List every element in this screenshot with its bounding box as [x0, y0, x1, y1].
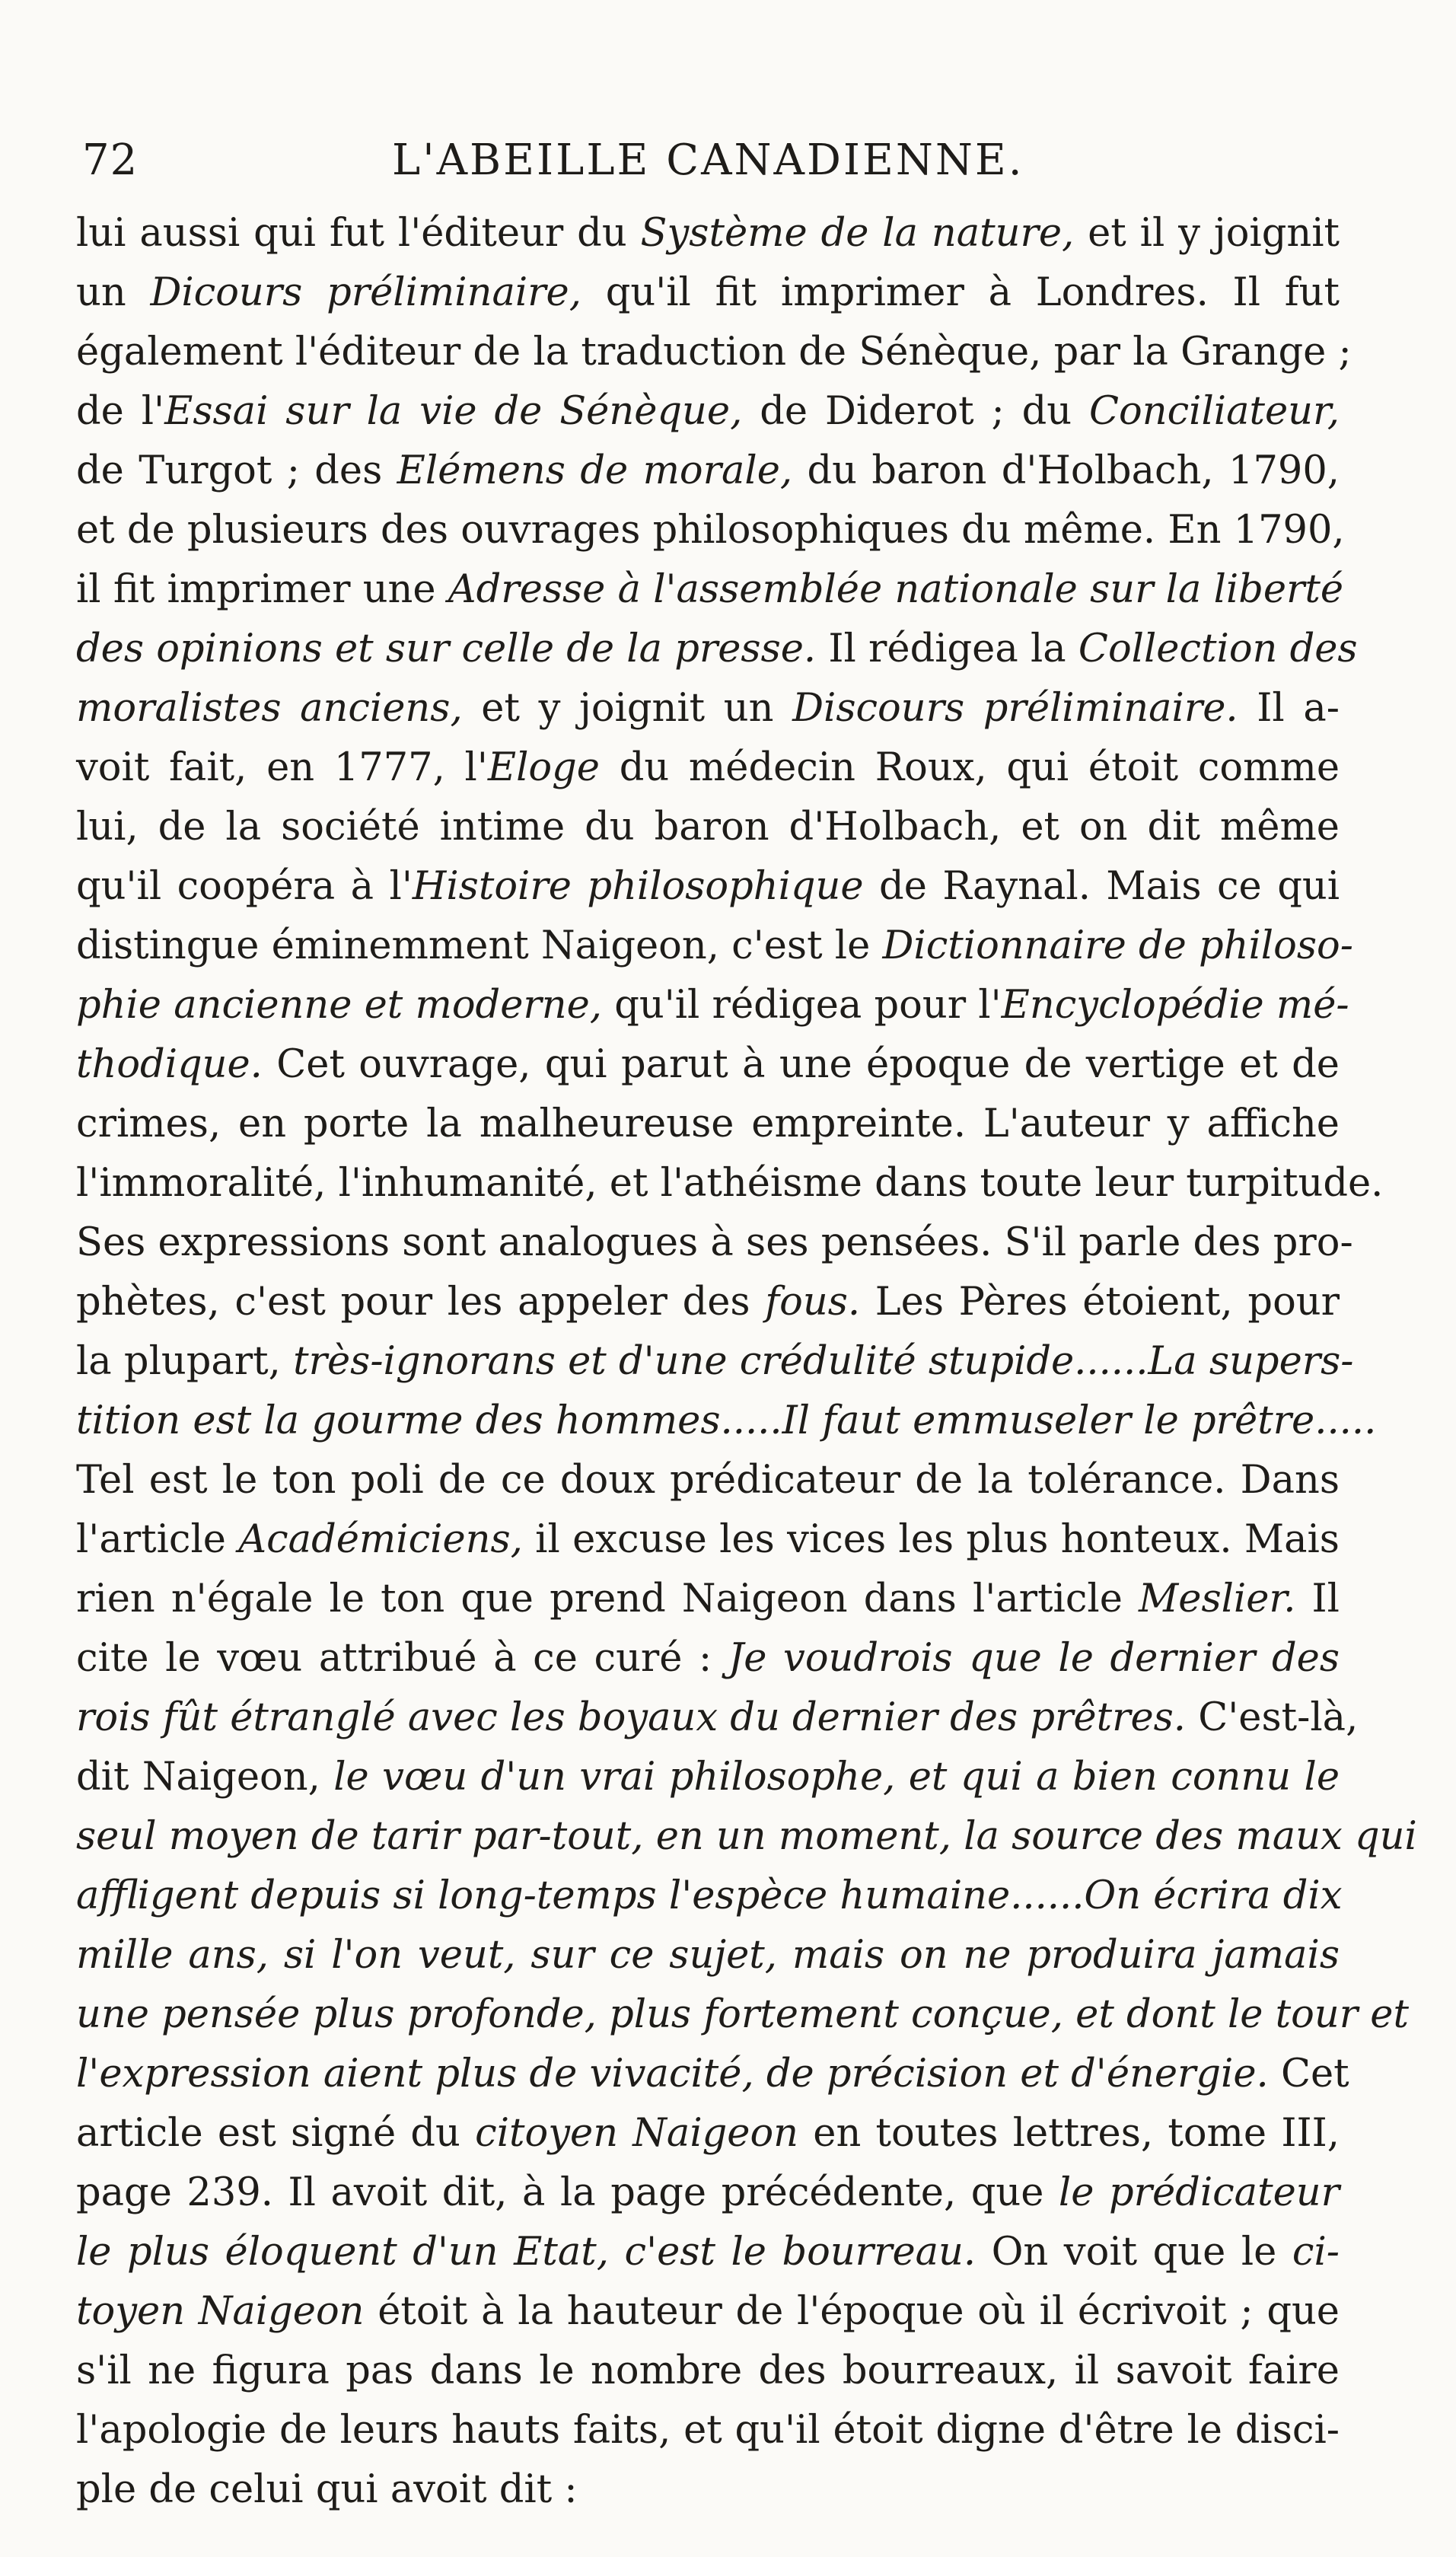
text-segment: distingue éminemment Naigeon, c'est le: [76, 923, 883, 968]
text-line: [76, 2282, 1340, 2342]
text-line: [76, 2401, 1340, 2460]
text-segment: voit fait, en 1777, l': [76, 745, 488, 790]
text-segment: ple de celui qui avoit dit :: [76, 2467, 578, 2512]
text-line: [76, 738, 1340, 798]
italic-text-segment: très-ignorans et d'une crédulité stupide......La supers-: [293, 1339, 1354, 1384]
text-line: [76, 1867, 1343, 1926]
italic-text-segment: le vœu d'un vrai philosophe, et qui a bien connu le: [333, 1755, 1340, 1800]
text-segment: qu'il coopéra à l': [76, 864, 413, 909]
text-segment: il excuse les vices les plus honteux. Mais: [522, 1517, 1340, 1562]
italic-text-segment: toyen Naigeon: [76, 2289, 365, 2334]
italic-text-segment: phie ancienne et moderne,: [76, 983, 602, 1028]
text-line: [76, 1154, 1384, 1213]
text-line: [76, 2342, 1340, 2401]
text-segment: dit Naigeon,: [76, 1755, 334, 1800]
text-segment: et de plusieurs des ouvrages philosophiques du même. En 1790,: [76, 508, 1345, 553]
text-line: [76, 1332, 1354, 1392]
text-segment: étoit à la hauteur de l'époque où il écrivoit ; que: [364, 2289, 1340, 2334]
text-line: [76, 2223, 1340, 2282]
text-line: [76, 620, 1358, 679]
text-line: [76, 1273, 1340, 1332]
running-title: L'ABEILLE CANADIENNE.: [392, 136, 1024, 185]
text-segment: qu'il fit imprimer à Londres. Il fut: [581, 270, 1340, 315]
italic-text-segment: Discours préliminaire.: [792, 686, 1238, 731]
text-line: [76, 2460, 1340, 2520]
italic-text-segment: Dictionnaire de philoso-: [882, 923, 1353, 968]
text-line: [76, 1213, 1353, 1273]
italic-text-segment: Académiciens,: [238, 1517, 523, 1562]
italic-text-segment: fous.: [765, 1280, 861, 1325]
text-line: [76, 382, 1340, 442]
italic-text-segment: Elémens de morale,: [397, 448, 793, 493]
text-segment: crimes, en porte la malheureuse empreinte. L'auteur y affiche: [76, 1102, 1340, 1146]
text-line: [76, 323, 1352, 382]
italic-text-segment: tition est la gourme des hommes.....Il faut emmuseler le prêtre.....: [76, 1398, 1377, 1443]
text-segment: de l': [76, 389, 165, 434]
text-line: [76, 1629, 1340, 1688]
page-number: 72: [82, 136, 139, 185]
italic-text-segment: ci-: [1292, 2230, 1340, 2275]
text-segment: On voit que le: [976, 2230, 1292, 2275]
text-segment: du baron d'Holbach, 1790,: [792, 448, 1340, 493]
text-line: [76, 679, 1340, 738]
text-segment: et y joignit un: [462, 686, 793, 731]
text-segment: lui aussi qui fut l'éditeur du: [76, 211, 641, 256]
text-line: [76, 1451, 1340, 1510]
text-segment: de Turgot ; des: [76, 448, 397, 493]
text-line: [76, 1926, 1340, 1985]
text-segment: lui, de la société intime du baron d'Holbach, et on dit même: [76, 805, 1340, 850]
italic-text-segment: Meslier.: [1139, 1577, 1296, 1621]
text-line: [76, 1035, 1340, 1095]
text-segment: Il a-: [1238, 686, 1340, 731]
text-segment: cite le vœu attribué à ce curé :: [76, 1636, 728, 1681]
text-line: [76, 1748, 1340, 1807]
text-line: [76, 204, 1340, 263]
text-segment: Cet ouvrage, qui parut à une époque de vertige et de: [262, 1042, 1340, 1087]
text-segment: et il y joignit: [1074, 211, 1340, 256]
text-line: [76, 1985, 1409, 2045]
italic-text-segment: Je voudrois que le dernier des: [728, 1636, 1340, 1681]
italic-text-segment: Système de la nature,: [640, 211, 1075, 256]
text-segment: de Diderot ; du: [742, 389, 1090, 434]
text-segment: Les Pères étoient, pour: [860, 1280, 1340, 1325]
text-segment: de Raynal. Mais ce qui: [863, 864, 1340, 909]
text-segment: qu'il rédigea pour l': [602, 983, 1002, 1028]
text-line: [76, 1510, 1340, 1570]
italic-text-segment: le prédicateur: [1058, 2170, 1340, 2215]
text-segment: l'immoralité, l'inhumanité, et l'athéisme dans toute leur turpitude.: [76, 1161, 1384, 1206]
text-line: [76, 1807, 1417, 1867]
text-line: [76, 857, 1340, 917]
italic-text-segment: des opinions et sur celle de la presse.: [76, 626, 817, 671]
text-segment: page 239. Il avoit dit, à la page précédente, que: [76, 2170, 1059, 2215]
text-segment: un: [76, 270, 151, 315]
italic-text-segment: Essai sur la vie de Sénèque,: [164, 389, 743, 434]
italic-text-segment: rois fût étranglé avec les boyaux du dernier des prêtres.: [76, 1695, 1187, 1740]
text-line: [76, 1095, 1340, 1154]
text-segment: Ses expressions sont analogues à ses pensées. S'il parle des pro-: [76, 1220, 1353, 1265]
italic-text-segment: citoyen Naigeon: [475, 2111, 799, 2156]
text-line: [76, 501, 1345, 560]
italic-text-segment: Dicours préliminaire,: [150, 270, 581, 315]
italic-text-segment: mille ans, si l'on veut, sur ce sujet, mais on ne produira jamais: [76, 1933, 1340, 1978]
text-line: [76, 442, 1340, 501]
text-segment: Il: [1295, 1577, 1340, 1621]
text-segment: rien n'égale le ton que prend Naigeon dans l'article: [76, 1577, 1139, 1621]
italic-text-segment: Adresse à l'assemblée nationale sur la liberté: [448, 567, 1344, 612]
italic-text-segment: Encyclopédie mé-: [1001, 983, 1349, 1028]
italic-text-segment: une pensée plus profonde, plus fortement conçue, et dont le tour et: [76, 1992, 1409, 2037]
text-segment: du médecin Roux, qui étoit comme: [599, 745, 1340, 790]
text-line: [76, 560, 1344, 620]
italic-text-segment: seul moyen de tarir par-tout, en un moment, la source des maux qui: [76, 1814, 1417, 1859]
text-segment: il fit imprimer une: [76, 567, 448, 612]
italic-text-segment: Histoire philosophique: [412, 864, 864, 909]
text-segment: en toutes lettres, tome III,: [798, 2111, 1340, 2156]
text-line: [76, 263, 1340, 323]
italic-text-segment: le plus éloquent d'un Etat, c'est le bourreau.: [76, 2230, 977, 2275]
text-segment: Il rédigea la: [816, 626, 1078, 671]
italic-text-segment: thodique.: [76, 1042, 263, 1087]
text-segment: la plupart,: [76, 1339, 294, 1384]
text-line: [76, 1392, 1377, 1451]
text-line: [76, 917, 1353, 976]
text-segment: article est signé du: [76, 2111, 476, 2156]
text-line: [76, 1570, 1340, 1629]
italic-text-segment: Eloge: [487, 745, 600, 790]
text-segment: Cet: [1268, 2052, 1349, 2096]
italic-text-segment: affligent depuis si long-temps l'espèce humaine......On écrira dix: [76, 1873, 1343, 1918]
text-segment: C'est-là,: [1186, 1695, 1359, 1740]
text-segment: s'il ne figura pas dans le nombre des bourreaux, il savoit faire: [76, 2348, 1340, 2393]
italic-text-segment: Collection des: [1078, 626, 1358, 671]
text-segment: également l'éditeur de la traduction de Sénèque, par la Grange ;: [76, 330, 1352, 375]
text-segment: l'apologie de leurs hauts faits, et qu'il étoit digne d'être le disci-: [76, 2408, 1340, 2453]
italic-text-segment: moralistes anciens,: [76, 686, 463, 731]
text-line: [76, 976, 1349, 1035]
text-line: [76, 798, 1340, 857]
text-segment: l'article: [76, 1517, 239, 1562]
italic-text-segment: l'expression aient plus de vivacité, de précision et d'énergie.: [76, 2052, 1269, 2096]
text-segment: Tel est le ton poli de ce doux prédicateur de la tolérance. Dans: [76, 1458, 1340, 1503]
body-text: [76, 204, 1417, 2520]
text-line: [76, 2163, 1340, 2223]
text-line: [76, 1688, 1359, 1748]
text-segment: phètes, c'est pour les appeler des: [76, 1280, 766, 1325]
italic-text-segment: Conciliateur,: [1089, 389, 1340, 434]
text-line: [76, 2104, 1340, 2163]
text-line: [76, 2045, 1349, 2104]
